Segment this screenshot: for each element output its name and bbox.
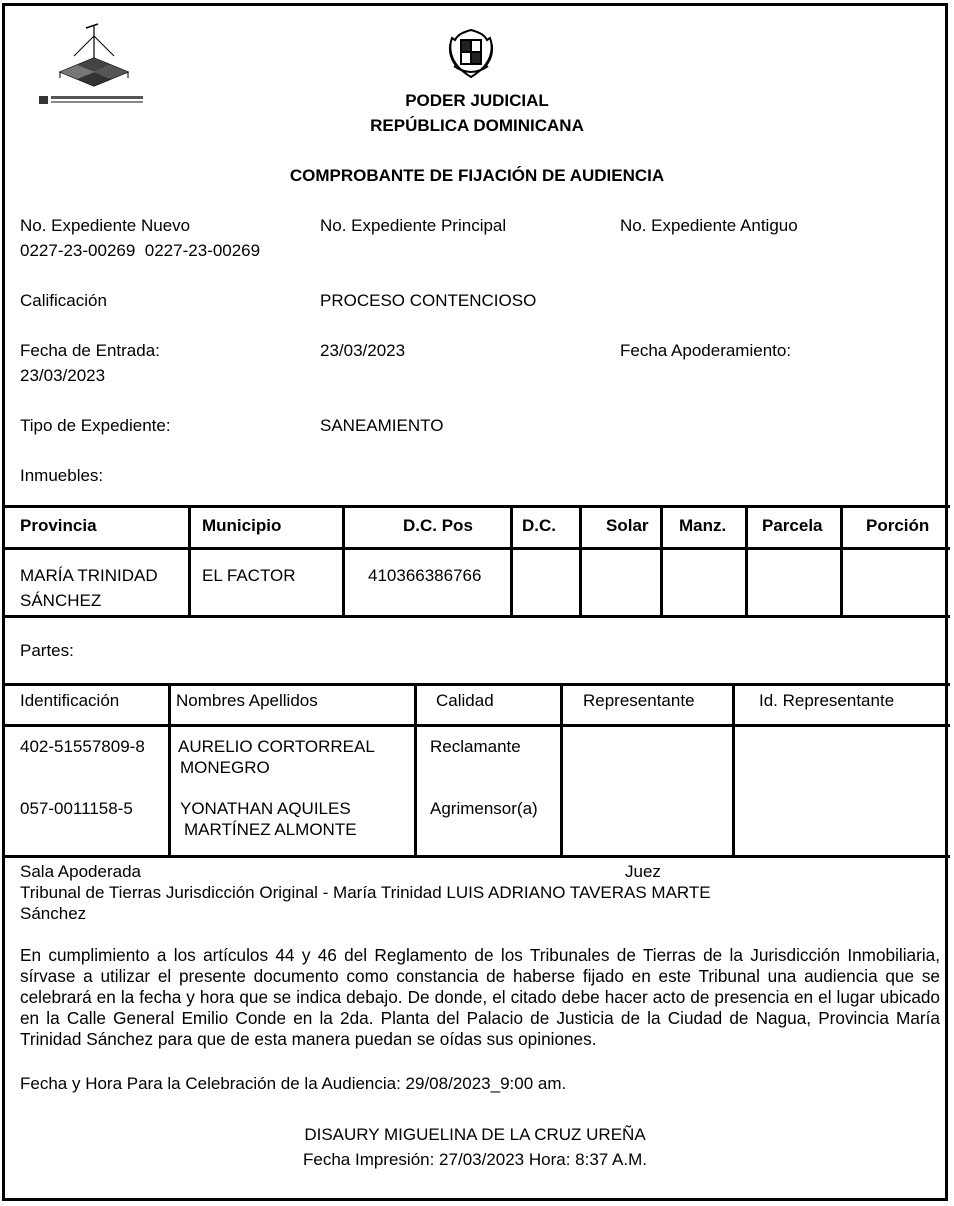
juez-label: Juez: [625, 862, 661, 881]
column-divider: [168, 683, 171, 858]
inmuebles-label: Inmuebles:: [20, 466, 104, 485]
column-divider: [414, 683, 417, 858]
partes-header-identificacion: Identificación: [20, 691, 120, 710]
column-divider: [579, 505, 582, 618]
column-divider: [840, 505, 843, 618]
divider: [2, 547, 950, 550]
col-header-dc: D.C.: [522, 516, 556, 535]
column-divider: [732, 683, 735, 858]
tipo-value: SANEAMIENTO: [320, 416, 444, 435]
parte-1-calidad: Reclamante: [430, 737, 521, 756]
parte-2-id: 057-0011158-5: [20, 799, 133, 818]
cell-dc-pos: 410366386766: [368, 566, 482, 585]
document-title: COMPROBANTE DE FIJACIÓN DE AUDIENCIA: [289, 166, 665, 185]
divider: [2, 615, 950, 618]
print-info: Fecha Impresión: 27/03/2023 Hora: 8:37 A.M.: [303, 1150, 647, 1169]
fecha-entrada-value-under: 23/03/2023: [20, 366, 106, 385]
cell-provincia-line2: SÁNCHEZ: [20, 591, 102, 610]
column-divider: [745, 505, 748, 618]
exp-nuevo-value: 0227-23-00269 0227-23-00269: [20, 241, 261, 260]
parte-2-name-line1: YONATHAN AQUILES: [180, 799, 351, 818]
partes-label: Partes:: [20, 641, 74, 660]
sala-value-line2: Sánchez: [20, 904, 87, 923]
legal-notice-paragraph: En cumplimiento a los artículos 44 y 46 del Reglamento de los Tribunales de Tierras de la Jurisdicción Inmobiliaria, sírvase a utilizar el presente documento como constancia de haberse fijado en este Tribunal una audiencia que se celebrará en la fecha y hora que se indica debajo. De donde, el citado debe hacer acto de presencia en el lugar ubicado en la Calle General Emilio Conde en la 2da. Planta del Palacio de Justicia de la Ciudad de Nagua, Provincia María Trinidad Sánchez para que de esta manera puedan se oídas sus opiniones.: [20, 945, 940, 1049]
partes-header-representante: Representante: [583, 691, 695, 710]
col-header-manz: Manz.: [679, 516, 727, 535]
col-header-dc-pos: D.C. Pos: [403, 516, 473, 535]
partes-header-calidad: Calidad: [436, 691, 494, 710]
parte-2-name-line2: MARTÍNEZ ALMONTE: [184, 820, 357, 839]
col-header-solar: Solar: [606, 516, 649, 535]
cell-provincia-line1: MARÍA TRINIDAD: [20, 566, 158, 585]
exp-principal-label: No. Expediente Principal: [320, 216, 507, 235]
divider: [2, 855, 950, 858]
col-header-porcion: Porción: [866, 516, 930, 535]
divider: [2, 505, 950, 508]
col-header-parcela: Parcela: [762, 516, 823, 535]
parte-1-id: 402-51557809-8: [20, 737, 145, 756]
sala-value-line1: Tribunal de Tierras Jurisdicción Original - María Trinidad LUIS ADRIANO TAVERAS MARTE: [20, 883, 711, 902]
fecha-apoderamiento-label: Fecha Apoderamiento:: [620, 341, 792, 360]
calificacion-value: PROCESO CONTENCIOSO: [320, 291, 537, 310]
column-divider: [510, 505, 513, 618]
audiencia-datetime: Fecha y Hora Para la Celebración de la Audiencia: 29/08/2023_9:00 am.: [20, 1074, 567, 1093]
calificacion-label: Calificación: [20, 291, 107, 310]
column-divider: [342, 505, 345, 618]
cell-municipio: EL FACTOR: [202, 566, 296, 585]
column-divider: [560, 683, 563, 858]
country-name: REPÚBLICA DOMINICANA: [370, 116, 584, 135]
column-divider: [660, 505, 663, 618]
partes-header-nombres: Nombres Apellidos: [176, 691, 318, 710]
divider: [2, 683, 950, 686]
parte-1-name-line1: AURELIO CORTORREAL: [178, 737, 375, 756]
signatory-name: DISAURY MIGUELINA DE LA CRUZ UREÑA: [304, 1125, 646, 1144]
parte-1-name-line2: MONEGRO: [180, 758, 270, 777]
institution-name: PODER JUDICIAL: [405, 91, 549, 110]
exp-nuevo-label: No. Expediente Nuevo: [20, 216, 191, 235]
partes-header-id-representante: Id. Representante: [759, 691, 895, 710]
col-header-provincia: Provincia: [20, 516, 97, 535]
fecha-entrada-label: Fecha de Entrada:: [20, 341, 160, 360]
tipo-label: Tipo de Expediente:: [20, 416, 171, 435]
divider: [2, 724, 950, 727]
sala-apoderada-label: Sala Apoderada: [20, 862, 141, 881]
fecha-entrada-value: 23/03/2023: [320, 341, 406, 360]
coat-of-arms-emblem: [446, 28, 496, 80]
parte-2-calidad: Agrimensor(a): [430, 799, 538, 818]
exp-antiguo-label: No. Expediente Antiguo: [620, 216, 798, 235]
column-divider: [188, 505, 191, 618]
col-header-municipio: Municipio: [202, 516, 282, 535]
